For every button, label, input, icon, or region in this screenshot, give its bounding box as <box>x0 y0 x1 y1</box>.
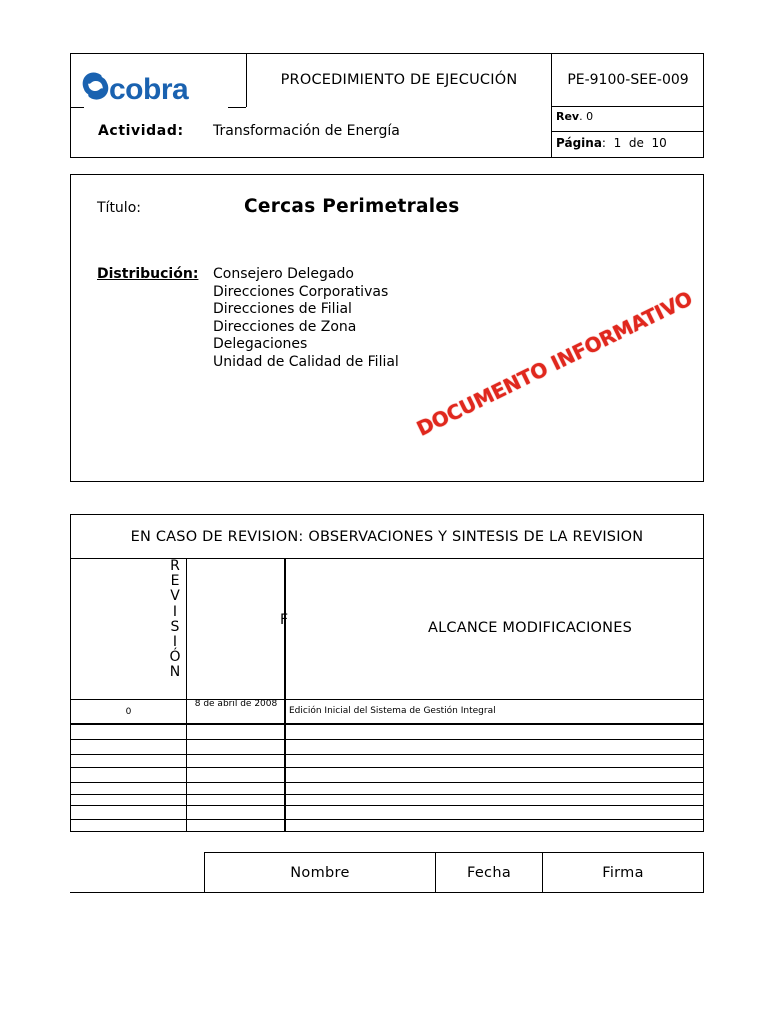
revision-column-header <box>160 559 190 681</box>
table-line <box>71 819 704 820</box>
revision-letter: E <box>170 573 180 590</box>
revision-letter: S <box>170 618 180 635</box>
company-logo <box>71 54 246 108</box>
logo-underline-right <box>228 107 246 108</box>
logo-underline-left <box>71 107 84 108</box>
svg-text:cobra: cobra <box>109 73 189 106</box>
distribution-label: Distribución: <box>97 266 199 282</box>
distribution-list <box>213 266 399 372</box>
procedure-title: PROCEDIMIENTO DE EJECUCIÓN <box>280 72 518 88</box>
table-line <box>71 739 704 740</box>
table-line <box>71 805 704 806</box>
activity-label: Actividad: <box>98 123 184 139</box>
table-line <box>71 794 704 795</box>
revision-letter: R <box>170 558 180 574</box>
revision-letter: Ó <box>169 649 181 666</box>
revision-letter: I <box>172 634 178 651</box>
distribution-item: Consejero Delegado <box>213 266 354 282</box>
page-label: Página <box>556 136 602 150</box>
table-row-revision: 0 <box>125 707 132 717</box>
page-total: 10 <box>651 136 667 150</box>
informative-document-stamp: DOCUMENTO INFORMATIVO <box>412 286 696 441</box>
activity-value: Transformación de Energía <box>213 123 400 139</box>
revision-label: Rev <box>556 110 580 123</box>
cobra-logo-icon <box>71 54 246 108</box>
date-header: Fecha <box>466 864 512 881</box>
page-current: 1 <box>613 136 622 150</box>
date-column-header: F <box>280 612 289 628</box>
name-header: Nombre <box>290 864 350 881</box>
table-line <box>71 754 704 755</box>
signature-line <box>70 892 205 893</box>
distribution-item: Direcciones de Zona <box>213 318 357 335</box>
revision-field: Rev. 0 <box>556 110 594 123</box>
revision-heading: EN CASO DE REVISION: OBSERVACIONES Y SINTESIS DE LA REVISION <box>130 528 644 545</box>
title-label: Título: <box>97 200 141 216</box>
table-line <box>71 767 704 768</box>
revision-letter: N <box>169 664 181 681</box>
distribution-item: Direcciones de Filial <box>213 301 352 318</box>
revision-letter: I <box>172 603 178 620</box>
signature-header: Firma <box>602 864 644 881</box>
table-line <box>71 782 704 783</box>
distribution-item: Direcciones Corporativas <box>213 283 389 300</box>
scope-column-header: ALCANCE MODIFICACIONES <box>428 620 632 636</box>
revision-value: 0 <box>586 110 594 123</box>
table-row-date: 8 de abril de 2008 <box>194 699 278 709</box>
page-of: de <box>628 136 644 150</box>
header-divider <box>551 106 704 107</box>
page-field: Página: 1 de 10 <box>556 136 667 150</box>
document-code: PE-9100-SEE-009 <box>567 72 689 88</box>
table-row-description: Edición Inicial del Sistema de Gestión Integral <box>289 706 496 716</box>
document-title: Cercas Perimetrales <box>244 196 460 217</box>
table-line <box>284 558 286 832</box>
header-divider <box>551 131 704 132</box>
distribution-item: Unidad de Calidad de Filial <box>213 353 399 370</box>
distribution-item: Delegaciones <box>213 336 308 353</box>
revision-letter: V <box>170 588 180 605</box>
